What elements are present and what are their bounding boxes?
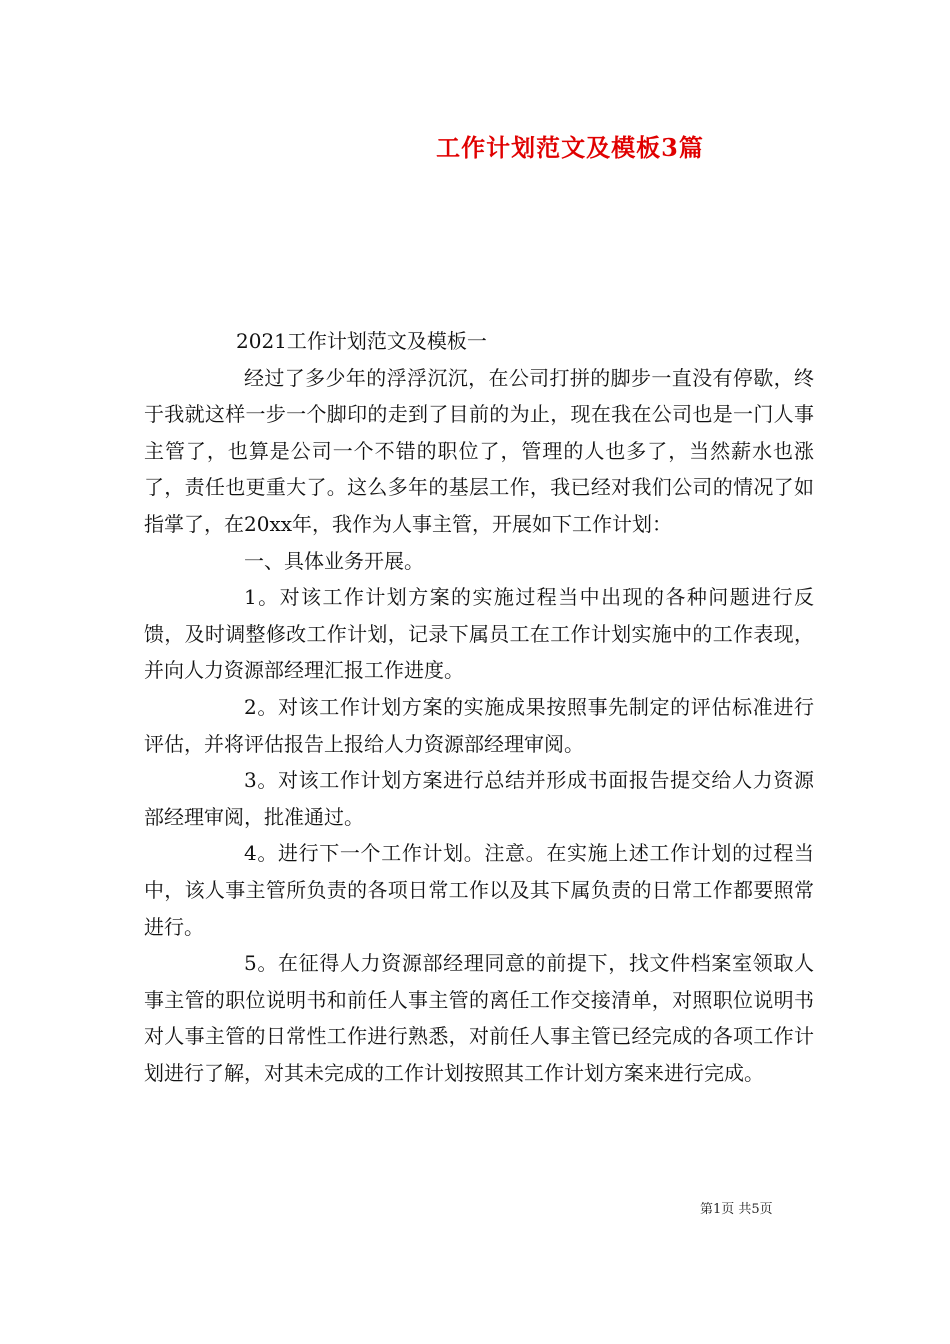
paragraph-item-1: 1。对该工作计划方案的实施过程当中出现的各种问题进行反馈，及时调整修改工作计划，记录下属员工在工作计划实施中的工作表现，并向人力资源部经理汇报工作进度。 [144, 585, 814, 683]
document-body [144, 323, 814, 1091]
paragraph-item-5: 5。在征得人力资源部经理同意的前提下，找文件档案室领取人事主管的职位说明书和前任人事主管的离任工作交接清单，对照职位说明书对人事主管的日常性工作进行熟悉，对前任人事主管已经完成的各项工作计划进行了解，对其未完成的工作计划按照其工作计划方案来进行完成。 [144, 951, 814, 1085]
paragraph-item-4: 4。进行下一个工作计划。注意。在实施上述工作计划的过程当中，该人事主管所负责的各项日常工作以及其下属负责的日常工作都要照常进行。 [144, 841, 814, 939]
section-subtitle: 2021工作计划范文及模板一 [236, 329, 487, 353]
paragraph-section-heading: 一、具体业务开展。 [244, 548, 424, 573]
paragraph-intro: 经过了多少年的浮浮沉沉，在公司打拼的脚步一直没有停歇，终于我就这样一步一个脚印的走到了目前的为止，现在我在公司也是一门人事主管了，也算是公司一个不错的职位了，管理的人也多了，当然薪水也涨了，责任也更重大了。这么多年的基层工作，我已经对我们公司的情况了如指掌了，在20xx年，我作为人事主管，开展如下工作计划： [144, 365, 814, 536]
paragraph-item-2: 2。对该工作计划方案的实施成果按照事先制定的评估标准进行评估，并将评估报告上报给人力资源部经理审阅。 [144, 694, 814, 756]
page-number-footer: 第1页 共5页 [700, 1202, 773, 1217]
document-title: 工作计划范文及模板3篇 [436, 133, 704, 162]
paragraph-item-3: 3。对该工作计划方案进行总结并形成书面报告提交给人力资源部经理审阅，批准通过。 [144, 768, 814, 829]
